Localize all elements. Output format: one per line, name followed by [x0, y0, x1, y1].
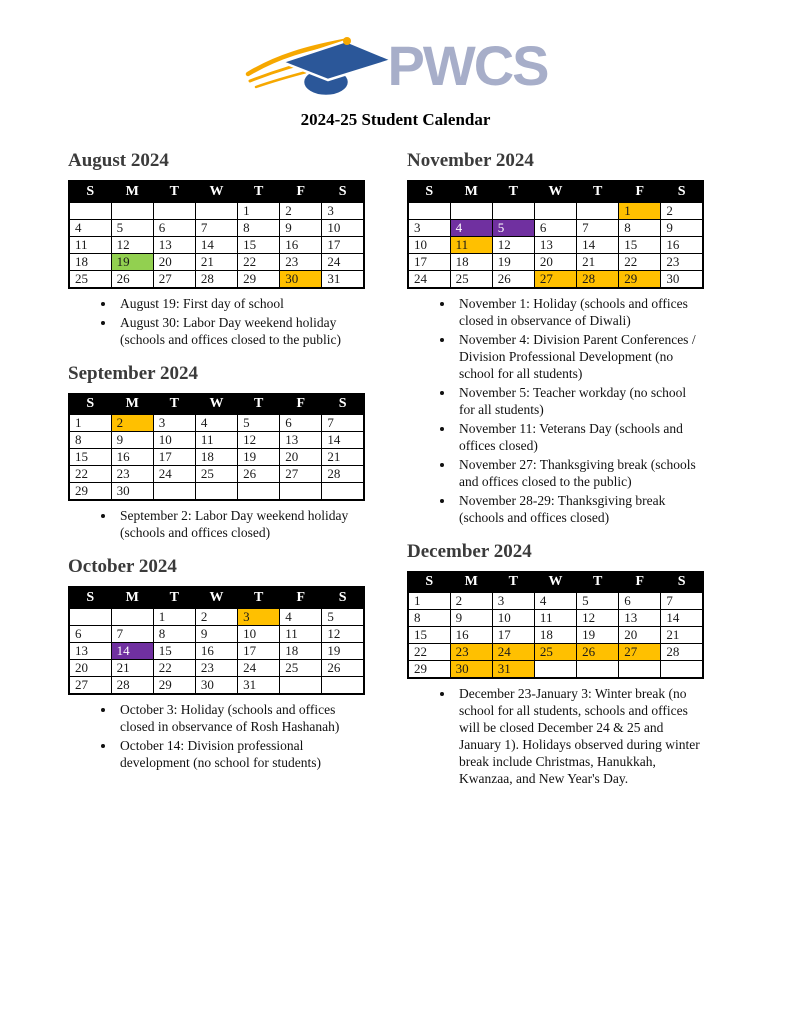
calendar-day: 27	[153, 270, 195, 288]
calendar-week-row	[69, 483, 364, 501]
day-header: T	[238, 181, 280, 202]
calendar-week-row	[408, 610, 703, 627]
calendar-day: 7	[111, 625, 153, 642]
calendar-day: 28	[195, 270, 237, 288]
calendar-day-empty	[280, 676, 322, 694]
calendar-day: 23	[450, 644, 492, 661]
calendar-day-empty	[577, 661, 619, 679]
calendar-day: 20	[534, 253, 576, 270]
calendar-note: • November 5: Teacher workday (no school for all students)	[455, 384, 704, 418]
calendar-note: • September 2: Labor Day weekend holiday (schools and offices closed)	[116, 507, 365, 541]
calendar-day: 19	[492, 253, 534, 270]
calendar-day: 4	[534, 593, 576, 610]
calendar-day: 22	[408, 644, 450, 661]
calendar-week-row	[69, 270, 364, 288]
calendar-day-empty	[408, 202, 450, 219]
left-column	[68, 150, 365, 789]
calendar-day: 11	[280, 625, 322, 642]
calendar-day: 3	[408, 219, 450, 236]
calendar-note: • November 28-29: Thanksgiving break (schools and offices closed)	[455, 492, 704, 526]
calendar-notes-october-2024	[74, 701, 365, 771]
calendar-day: 8	[408, 610, 450, 627]
calendar-day-empty	[534, 202, 576, 219]
calendar-day: 19	[238, 449, 280, 466]
calendar-body-august-2024	[69, 202, 364, 288]
calendar-day: 31	[492, 661, 534, 679]
calendar-day-empty	[111, 202, 153, 219]
calendar-day-empty	[195, 483, 237, 501]
calendar-day: 13	[534, 236, 576, 253]
calendar-day: 10	[408, 236, 450, 253]
calendar-day: 1	[238, 202, 280, 219]
calendar-day: 16	[111, 449, 153, 466]
day-header: S	[661, 572, 703, 593]
calendar-day: 30	[450, 661, 492, 679]
calendar-day: 18	[534, 627, 576, 644]
day-header-row	[408, 572, 703, 593]
calendar-day: 12	[111, 236, 153, 253]
pwcs-logo-text: PWCS	[387, 34, 548, 97]
calendar-week-row	[69, 449, 364, 466]
calendar-day-empty	[153, 483, 195, 501]
calendar-day: 1	[619, 202, 661, 219]
day-header: M	[111, 587, 153, 608]
calendar-day: 7	[195, 219, 237, 236]
calendar-day: 30	[195, 676, 237, 694]
day-header: F	[280, 394, 322, 415]
calendar-head-december-2024	[408, 572, 703, 593]
calendar-head-november-2024	[408, 181, 703, 202]
calendar-day: 27	[534, 270, 576, 288]
calendar-day: 20	[619, 627, 661, 644]
calendar-day-empty	[111, 608, 153, 625]
calendar-note: • November 11: Veterans Day (schools and offices closed)	[455, 420, 704, 454]
calendar-day: 16	[195, 642, 237, 659]
calendar-week-row	[69, 608, 364, 625]
day-header: M	[111, 394, 153, 415]
calendar-day: 20	[280, 449, 322, 466]
calendar-week-row	[69, 415, 364, 432]
day-header-row	[69, 181, 364, 202]
calendar-day: 27	[280, 466, 322, 483]
calendar-day: 5	[111, 219, 153, 236]
calendar-day: 19	[577, 627, 619, 644]
calendar-day: 11	[450, 236, 492, 253]
month-october-2024	[68, 556, 365, 771]
month-december-2024	[407, 541, 704, 788]
calendar-week-row	[69, 253, 364, 270]
calendar-day: 3	[153, 415, 195, 432]
calendar-week-row	[408, 593, 703, 610]
calendar-day: 22	[619, 253, 661, 270]
calendar-day: 9	[280, 219, 322, 236]
calendar-day-empty	[450, 202, 492, 219]
calendar-day: 8	[619, 219, 661, 236]
calendar-day: 25	[534, 644, 576, 661]
calendar-notes-december-2024	[413, 685, 704, 787]
calendar-head-october-2024	[69, 587, 364, 608]
day-header: T	[577, 572, 619, 593]
calendar-day: 1	[153, 608, 195, 625]
day-header: S	[322, 587, 364, 608]
calendar-day: 7	[322, 415, 364, 432]
calendar-week-row	[408, 644, 703, 661]
calendar-day: 21	[577, 253, 619, 270]
calendar-day: 31	[238, 676, 280, 694]
calendar-day: 30	[280, 270, 322, 288]
calendar-note: • October 14: Division professional development (no school for students)	[116, 737, 365, 771]
calendar-week-row	[69, 219, 364, 236]
calendar-day: 18	[69, 253, 111, 270]
day-header: S	[408, 572, 450, 593]
calendar-day: 18	[450, 253, 492, 270]
calendar-day: 7	[577, 219, 619, 236]
page-title: 2024-25 Student Calendar	[300, 110, 491, 129]
calendar-day: 4	[450, 219, 492, 236]
calendar-day: 12	[322, 625, 364, 642]
calendar-week-row	[408, 219, 703, 236]
day-header: S	[69, 587, 111, 608]
pwcs-logo	[0, 0, 791, 100]
calendar-day: 5	[238, 415, 280, 432]
day-header: W	[534, 572, 576, 593]
calendar-week-row	[69, 466, 364, 483]
calendar-week-row	[69, 202, 364, 219]
calendar-day: 22	[153, 659, 195, 676]
calendar-table-october-2024	[68, 586, 365, 695]
calendar-week-row	[408, 236, 703, 253]
calendar-note: • August 30: Labor Day weekend holiday (schools and offices closed to the public)	[116, 314, 365, 348]
month-title-september-2024: September 2024	[68, 362, 198, 384]
day-header-row	[408, 181, 703, 202]
calendar-day: 15	[153, 642, 195, 659]
calendar-day: 1	[408, 593, 450, 610]
calendar-day: 26	[111, 270, 153, 288]
calendar-day: 13	[153, 236, 195, 253]
calendar-day: 3	[238, 608, 280, 625]
day-header: S	[69, 394, 111, 415]
month-title-december-2024: December 2024	[407, 540, 532, 562]
calendar-day-empty	[322, 483, 364, 501]
calendar-day: 12	[238, 432, 280, 449]
day-header: M	[450, 181, 492, 202]
calendar-day: 25	[450, 270, 492, 288]
calendar-week-row	[69, 432, 364, 449]
calendar-day: 12	[577, 610, 619, 627]
calendar-day: 11	[534, 610, 576, 627]
calendar-day: 21	[322, 449, 364, 466]
calendar-day: 10	[238, 625, 280, 642]
calendar-day: 12	[492, 236, 534, 253]
calendar-day: 20	[69, 659, 111, 676]
calendar-day: 5	[577, 593, 619, 610]
calendar-day: 30	[111, 483, 153, 501]
calendar-day-empty	[492, 202, 534, 219]
calendar-day: 4	[280, 608, 322, 625]
day-header: W	[195, 181, 237, 202]
calendar-columns	[68, 150, 791, 789]
calendar-day-empty	[280, 483, 322, 501]
calendar-day: 23	[661, 253, 703, 270]
calendar-day: 9	[111, 432, 153, 449]
calendar-day: 22	[69, 466, 111, 483]
calendar-day-empty	[69, 608, 111, 625]
day-header: T	[492, 181, 534, 202]
calendar-day: 13	[619, 610, 661, 627]
calendar-day: 17	[408, 253, 450, 270]
calendar-week-row	[69, 659, 364, 676]
day-header: W	[534, 181, 576, 202]
calendar-note: • November 1: Holiday (schools and offices closed in observance of Diwali)	[455, 295, 704, 329]
calendar-body-december-2024	[408, 593, 703, 679]
calendar-day: 2	[111, 415, 153, 432]
calendar-day: 24	[153, 466, 195, 483]
day-header: W	[195, 394, 237, 415]
calendar-day: 26	[322, 659, 364, 676]
graduation-cap-icon	[244, 32, 402, 100]
right-column	[407, 150, 704, 789]
calendar-day: 6	[619, 593, 661, 610]
calendar-day: 19	[111, 253, 153, 270]
calendar-day: 25	[69, 270, 111, 288]
calendar-day: 26	[492, 270, 534, 288]
day-header-row	[69, 587, 364, 608]
calendar-day: 23	[195, 659, 237, 676]
calendar-note: • November 4: Division Parent Conferences / Division Professional Development (no school for all students)	[455, 331, 704, 382]
calendar-day: 16	[661, 236, 703, 253]
calendar-note: • August 19: First day of school	[116, 295, 365, 312]
calendar-day: 24	[408, 270, 450, 288]
calendar-day: 5	[492, 219, 534, 236]
calendar-week-row	[69, 236, 364, 253]
day-header: M	[450, 572, 492, 593]
calendar-day: 9	[661, 219, 703, 236]
day-header: T	[153, 181, 195, 202]
month-november-2024	[407, 150, 704, 526]
calendar-day: 6	[280, 415, 322, 432]
day-header: W	[195, 587, 237, 608]
calendar-week-row	[408, 661, 703, 679]
calendar-day: 17	[153, 449, 195, 466]
day-header: T	[577, 181, 619, 202]
calendar-day: 30	[661, 270, 703, 288]
calendar-day: 6	[69, 625, 111, 642]
calendar-day: 28	[577, 270, 619, 288]
calendar-note: • December 23-January 3: Winter break (no school for all students, schools and offices will be closed December 24 & 25 and January 1). Holidays observed during winter break include Christmas, Hanukkah, Kwanzaa, and New Year's Day.	[455, 685, 704, 787]
month-title-october-2024: October 2024	[68, 556, 177, 577]
calendar-day: 27	[69, 676, 111, 694]
calendar-day: 9	[195, 625, 237, 642]
calendar-day: 15	[408, 627, 450, 644]
calendar-body-september-2024	[69, 415, 364, 501]
calendar-day: 28	[111, 676, 153, 694]
calendar-day: 17	[492, 627, 534, 644]
calendar-day: 14	[661, 610, 703, 627]
day-header: T	[153, 394, 195, 415]
calendar-table-august-2024	[68, 180, 365, 289]
calendar-week-row	[408, 253, 703, 270]
calendar-day-empty	[534, 661, 576, 679]
calendar-day: 28	[661, 644, 703, 661]
calendar-day: 8	[153, 625, 195, 642]
calendar-day: 27	[619, 644, 661, 661]
calendar-notes-august-2024	[74, 295, 365, 348]
calendar-day: 28	[322, 466, 364, 483]
calendar-day: 18	[280, 642, 322, 659]
calendar-day: 29	[619, 270, 661, 288]
calendar-day-empty	[195, 202, 237, 219]
month-august-2024	[68, 150, 365, 348]
month-september-2024	[68, 363, 365, 542]
calendar-day-empty	[153, 202, 195, 219]
calendar-note: • October 3: Holiday (schools and offices closed in observance of Rosh Hashanah)	[116, 701, 365, 735]
calendar-day: 3	[322, 202, 364, 219]
day-header: T	[238, 587, 280, 608]
calendar-day: 6	[153, 219, 195, 236]
calendar-table-november-2024	[407, 180, 704, 289]
calendar-day: 21	[661, 627, 703, 644]
calendar-notes-november-2024	[413, 295, 704, 526]
day-header-row	[69, 394, 364, 415]
calendar-day: 15	[619, 236, 661, 253]
calendar-day: 24	[492, 644, 534, 661]
calendar-day: 10	[492, 610, 534, 627]
calendar-day: 29	[69, 483, 111, 501]
calendar-day: 14	[322, 432, 364, 449]
day-header: T	[492, 572, 534, 593]
month-title-august-2024: August 2024	[68, 150, 169, 171]
calendar-day: 16	[280, 236, 322, 253]
calendar-day: 29	[238, 270, 280, 288]
calendar-head-august-2024	[69, 181, 364, 202]
calendar-day: 25	[280, 659, 322, 676]
calendar-day: 5	[322, 608, 364, 625]
calendar-day: 19	[322, 642, 364, 659]
day-header: F	[619, 181, 661, 202]
day-header: F	[619, 572, 661, 593]
calendar-day: 23	[111, 466, 153, 483]
calendar-table-september-2024	[68, 393, 365, 502]
calendar-day: 2	[195, 608, 237, 625]
calendar-day-empty	[322, 676, 364, 694]
calendar-day: 24	[322, 253, 364, 270]
calendar-day-empty	[619, 661, 661, 679]
calendar-day: 3	[492, 593, 534, 610]
calendar-day: 11	[69, 236, 111, 253]
day-header: S	[661, 181, 703, 202]
calendar-day: 20	[153, 253, 195, 270]
day-header: T	[238, 394, 280, 415]
calendar-day: 13	[69, 642, 111, 659]
calendar-week-row	[69, 676, 364, 694]
calendar-day: 8	[69, 432, 111, 449]
calendar-day: 17	[322, 236, 364, 253]
calendar-day: 29	[408, 661, 450, 679]
calendar-day: 6	[534, 219, 576, 236]
calendar-week-row	[408, 270, 703, 288]
calendar-week-row	[69, 642, 364, 659]
calendar-day: 25	[195, 466, 237, 483]
calendar-day: 24	[238, 659, 280, 676]
calendar-day: 14	[111, 642, 153, 659]
calendar-week-row	[408, 202, 703, 219]
month-title-november-2024: November 2024	[407, 150, 534, 171]
calendar-week-row	[69, 625, 364, 642]
calendar-note: • November 27: Thanksgiving break (schools and offices closed to the public)	[455, 456, 704, 490]
day-header: F	[280, 181, 322, 202]
calendar-day: 14	[195, 236, 237, 253]
calendar-day: 22	[238, 253, 280, 270]
calendar-day: 29	[153, 676, 195, 694]
calendar-head-september-2024	[69, 394, 364, 415]
calendar-day: 2	[450, 593, 492, 610]
calendar-body-october-2024	[69, 608, 364, 694]
calendar-day-empty	[661, 661, 703, 679]
calendar-day: 18	[195, 449, 237, 466]
calendar-day: 8	[238, 219, 280, 236]
calendar-day: 26	[238, 466, 280, 483]
calendar-day: 15	[69, 449, 111, 466]
calendar-day: 2	[280, 202, 322, 219]
calendar-day: 23	[280, 253, 322, 270]
calendar-day: 26	[577, 644, 619, 661]
calendar-day: 31	[322, 270, 364, 288]
day-header: T	[153, 587, 195, 608]
day-header: M	[111, 181, 153, 202]
calendar-day: 1	[69, 415, 111, 432]
calendar-day: 21	[111, 659, 153, 676]
calendar-day-empty	[577, 202, 619, 219]
day-header: S	[322, 394, 364, 415]
calendar-week-row	[408, 627, 703, 644]
calendar-table-december-2024	[407, 571, 704, 680]
day-header: S	[322, 181, 364, 202]
day-header: F	[280, 587, 322, 608]
calendar-day: 15	[238, 236, 280, 253]
calendar-day: 14	[577, 236, 619, 253]
calendar-day-empty	[69, 202, 111, 219]
calendar-day: 7	[661, 593, 703, 610]
calendar-day: 9	[450, 610, 492, 627]
calendar-body-november-2024	[408, 202, 703, 288]
calendar-day: 13	[280, 432, 322, 449]
calendar-day: 4	[69, 219, 111, 236]
calendar-day-empty	[238, 483, 280, 501]
calendar-notes-september-2024	[74, 507, 365, 541]
calendar-day: 4	[195, 415, 237, 432]
calendar-day: 2	[661, 202, 703, 219]
day-header: S	[69, 181, 111, 202]
calendar-day: 10	[322, 219, 364, 236]
calendar-day: 10	[153, 432, 195, 449]
day-header: S	[408, 181, 450, 202]
calendar-day: 11	[195, 432, 237, 449]
calendar-day: 17	[238, 642, 280, 659]
calendar-day: 21	[195, 253, 237, 270]
calendar-day: 16	[450, 627, 492, 644]
